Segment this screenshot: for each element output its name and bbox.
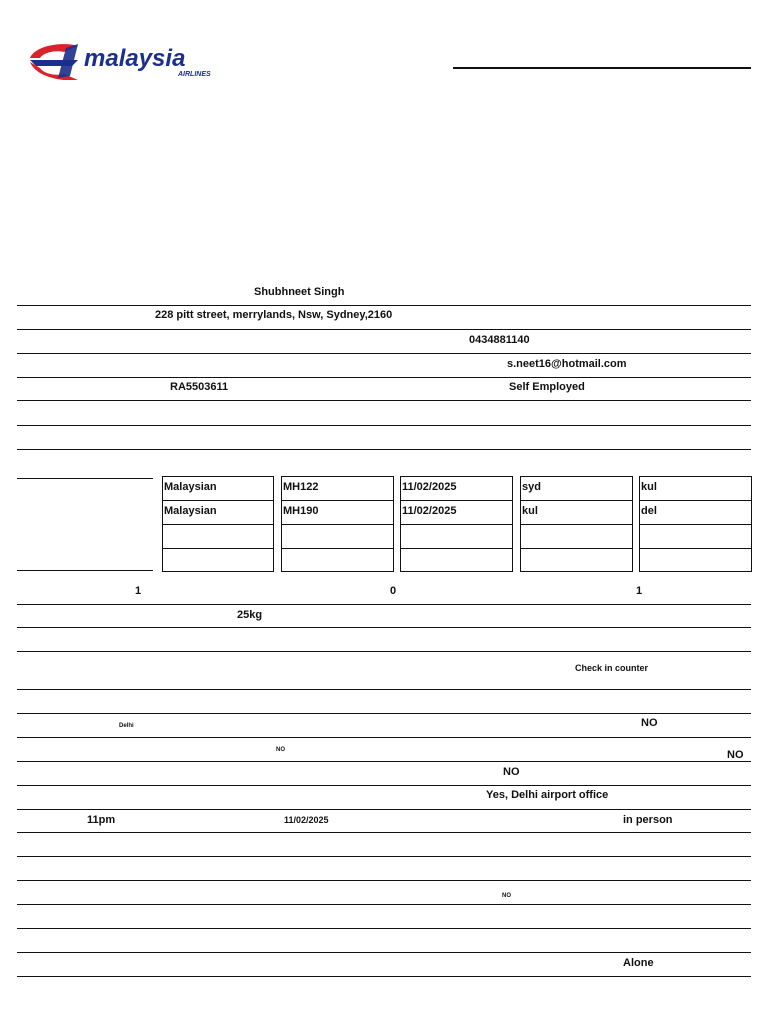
flight-2-from: kul [520,500,633,525]
empty-cell [520,524,633,549]
empty-cell [281,524,394,549]
header-rule [453,67,751,69]
flight-2-date: 11/02/2025 [400,500,513,525]
flight-table-left-rule [17,570,153,571]
travel-companion: Alone [623,957,654,969]
applicant-email: s.neet16@hotmail.com [507,358,627,370]
row-divider [17,856,751,857]
row-divider [17,976,751,977]
row-divider [17,832,751,833]
row-divider [17,713,751,714]
applicant-name: Shubhneet Singh [254,286,345,298]
empty-cell [639,548,752,572]
row-divider [17,761,751,762]
row-divider [17,785,751,786]
row-divider [17,449,751,450]
delhi-row-answer: NO [641,717,658,729]
no-center-answer: NO [503,766,520,778]
row-divider [17,305,751,306]
row-divider [17,880,751,881]
empty-cell [162,524,274,549]
row-divider [17,809,751,810]
applicant-phone: 0434881140 [469,334,530,346]
loss-time: 11pm [87,814,116,826]
loss-date: 11/02/2025 [284,815,329,825]
flight-1-to: kul [639,476,752,501]
no-tiny-answer: NO [502,893,511,899]
row-divider [17,604,751,605]
empty-cell [400,524,513,549]
logo-subtext: AIRLINES [178,71,211,78]
applicant-address: 228 pitt street, merrylands, Nsw, Sydney,2160 [155,309,393,321]
baggage-weight: 25kg [237,609,263,621]
row-divider [17,400,751,401]
row-divider [17,353,751,354]
row-divider [17,689,751,690]
row-divider [17,627,751,628]
flight-1-from: syd [520,476,633,501]
passport-number: RA5503611 [170,381,229,393]
logo-wordmark: malaysia [84,45,186,72]
empty-cell [520,548,633,572]
row-divider [17,928,751,929]
flight-2-number: MH190 [281,500,394,525]
row-divider [17,737,751,738]
malaysia-airlines-logo [26,40,216,80]
check-in-location: Check in counter [575,663,649,673]
no-small-answer: NO [276,747,285,753]
row-divider [17,425,751,426]
row-divider [17,329,751,330]
report-location: Yes, Delhi airport office [486,789,609,801]
flight-table-left-rule [17,478,153,479]
passenger-count-a: 1 [135,585,142,597]
report-method: in person [623,814,673,826]
passenger-count-b: 0 [390,585,397,597]
flight-2-airline: Malaysian [162,500,274,525]
empty-cell [162,548,274,572]
delhi-label: Delhi [119,723,134,729]
passenger-count-c: 1 [636,585,643,597]
row-divider [17,952,751,953]
flight-2-to: del [639,500,752,525]
empty-cell [281,548,394,572]
flight-1-airline: Malaysian [162,476,274,501]
row-divider [17,904,751,905]
empty-cell [400,548,513,572]
no-right-answer: NO [727,749,744,761]
row-divider [17,377,751,378]
row-divider [17,651,751,652]
flight-1-date: 11/02/2025 [400,476,513,501]
occupation: Self Employed [509,381,585,393]
empty-cell [639,524,752,549]
flight-1-number: MH122 [281,476,394,501]
